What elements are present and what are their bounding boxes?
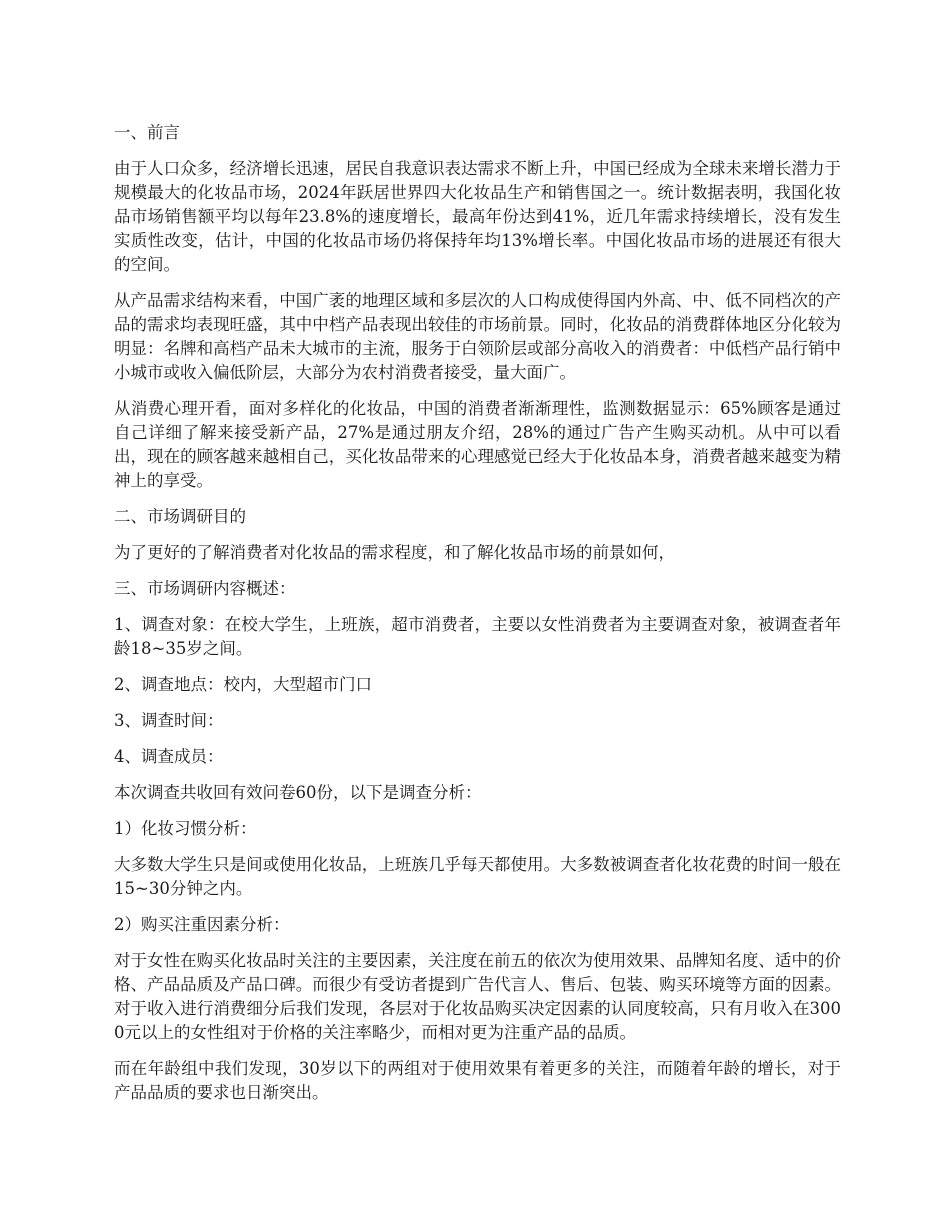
paragraph-age-groups: 而在年龄组中我们发现，30岁以下的两组对于使用效果有着更多的关注，而随着年龄的增长，对于产品品质的要求也日渐突出。	[114, 1059, 841, 1102]
section-heading-research-overview: 三、市场调研内容概述：	[114, 579, 296, 598]
subheading-purchase-factors: 2）购买注重因素分析：	[114, 915, 290, 934]
list-item-survey-members: 4、调查成员：	[114, 747, 224, 766]
section-heading-research-purpose: 二、市场调研目的	[114, 507, 246, 526]
paragraph-demand-structure: 从产品需求结构来看，中国广袤的地理区域和多层次的人口构成使得国内外高、中、低不同档次的产品的需求均表现旺盛，其中中档产品表现出较佳的市场前景。同时，化妆品的消费群体地区分化较为明显：名牌和高档产品未大城市的主流，服务于白领阶层或部分高收入的消费者：中低档产品行销中小城市或收入偏低阶层，大部分为农村消费者接受，量大面广。	[114, 291, 841, 382]
list-item-survey-subjects: 1、调查对象：在校大学生，上班族，超市消费者，主要以女性消费者为主要调查对象，被调查者年龄18~35岁之间。	[114, 615, 841, 658]
paragraph-questionnaire-summary: 本次调查共收回有效问卷60份，以下是调查分析：	[114, 783, 482, 802]
paragraph-purchase-factors: 对于女性在购买化妆品时关注的主要因素，关注度在前五的依次为使用效果、品牌知名度、适中的价格、产品品质及产品口碑。而很少有受访者提到广告代言人、售后、包装、购买环境等方面的因素。对于收入进行消费细分后我们发现，各层对于化妆品购买决定因素的认同度较高，只有月收入在3000元以上的女性组对于价格的关注率略少，而相对更为注重产品的品质。	[114, 951, 841, 1042]
paragraph-makeup-habits: 大多数大学生只是间或使用化妆品，上班族几乎每天都使用。大多数被调查者化妆花费的时间一般在15~30分钟之内。	[114, 855, 841, 898]
subheading-makeup-habits: 1）化妆习惯分析：	[114, 819, 257, 838]
paragraph-market-growth: 由于人口众多，经济增长迅速，居民自我意识表达需求不断上升，中国已经成为全球未来增长潜力于规模最大的化妆品市场，2024年跃居世界四大化妆品生产和销售国之一。统计数据表明，我国化妆品市场销售额平均以每年23.8%的速度增长，最高年份达到41%，近几年需求持续增长，没有发生实质性改变，估计，中国的化妆品市场仍将保持年均13%增长率。中国化妆品市场的进展还有很大的空间。	[114, 159, 841, 274]
paragraph-research-purpose: 为了更好的了解消费者对化妆品的需求程度，和了解化妆品市场的前景如何，	[114, 543, 675, 562]
list-item-survey-location: 2、调查地点：校内，大型超市门口	[114, 675, 372, 694]
section-heading-preface: 一、前言	[114, 123, 180, 142]
list-item-survey-time: 3、调查时间：	[114, 711, 224, 730]
document-page	[114, 121, 841, 1117]
paragraph-consumer-psychology: 从消费心理开看，面对多样化的化妆品，中国的消费者渐渐理性，监测数据显示：65%顾客是通过自己详细了解来接受新产品，27%是通过朋友介绍，28%的通过广告产生购买动机。从中可以看出，现在的顾客越来越相自己，买化妆品带来的心理感觉已经大于化妆品本身，消费者越来越变为精神上的享受。	[114, 399, 841, 490]
